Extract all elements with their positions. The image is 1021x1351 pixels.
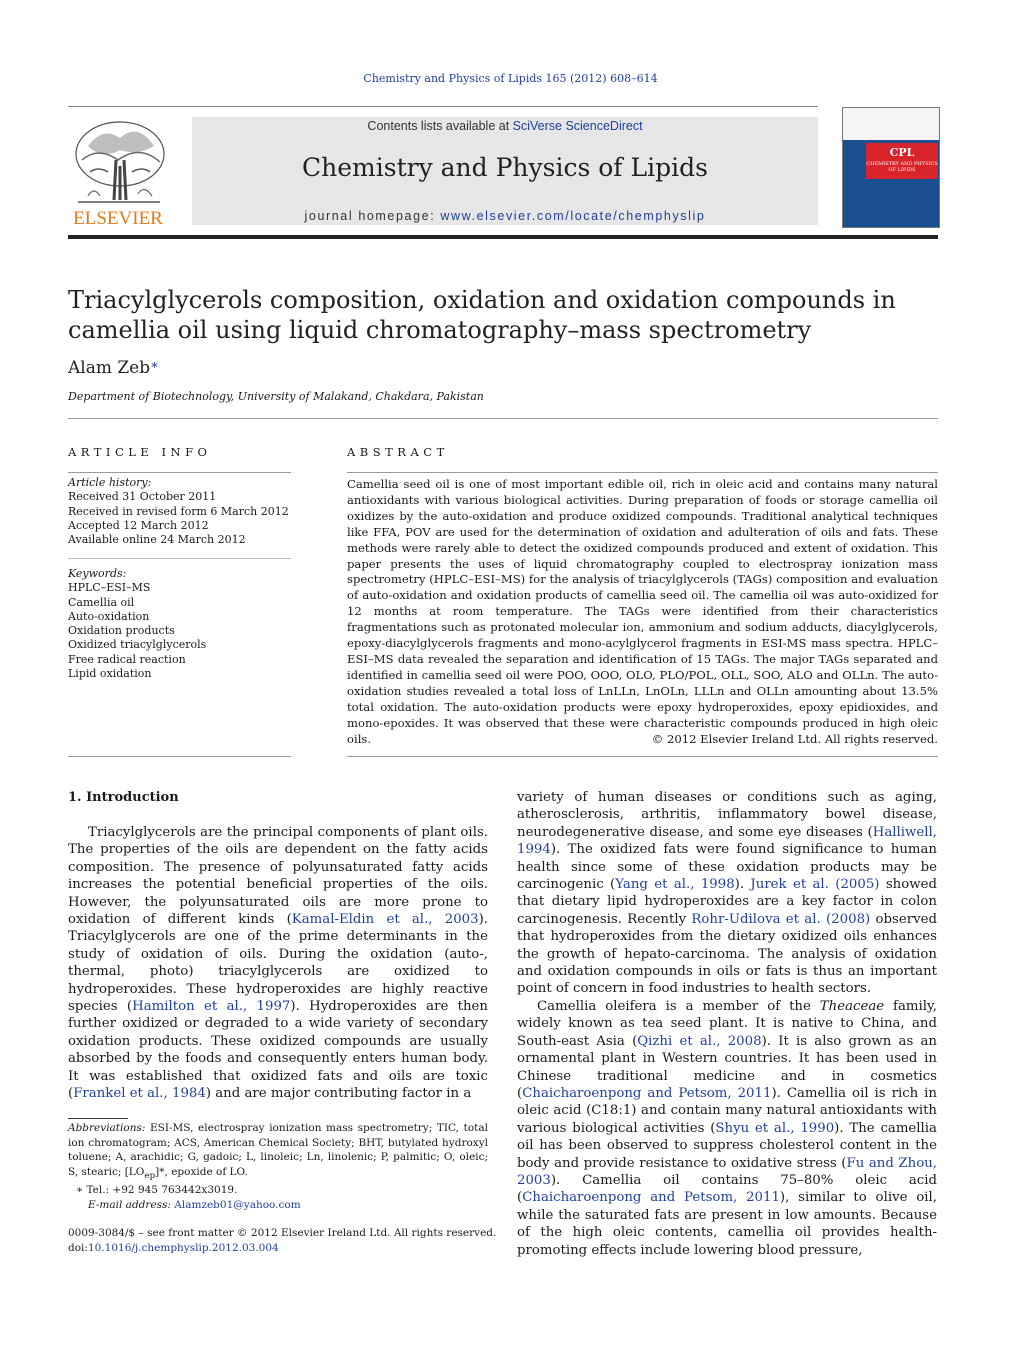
text-run: ). Camellia oil contains 75–80% oleic acid (	[517, 1172, 937, 1206]
history-label: Article history:	[68, 476, 152, 489]
cover-title-band	[866, 143, 938, 179]
issn-block	[68, 1226, 508, 1256]
article-history	[68, 476, 291, 547]
history-item: Received 31 October 2011	[68, 490, 217, 504]
affiliation-rule	[68, 418, 938, 419]
citation-link[interactable]: Qizhi et al., 2008	[637, 1033, 762, 1049]
homepage-prefix: journal homepage:	[304, 209, 441, 223]
introduction-heading: 1. Introduction	[68, 790, 179, 805]
abstract-rule	[347, 472, 938, 473]
abbreviations-end: ]*, epoxide of LO.	[155, 1165, 248, 1178]
article-title: Triacylglycerols composition, oxidation and oxidation compounds in camellia oil using liquid chromatography–mass spectrometry	[68, 286, 896, 344]
keyword-item: Camellia oil	[68, 595, 135, 609]
abbreviations-subscript: ep	[144, 1170, 156, 1181]
elsevier-wordmark: ELSEVIER	[73, 208, 163, 229]
intro-paragraph-1-cont	[517, 789, 937, 998]
email-link[interactable]: Alamzeb01@yahoo.com	[174, 1199, 301, 1212]
text-run: ). The camellia oil has been observed to suppress cholesterol content in the body and provide resistance to oxidative stress (	[517, 1120, 937, 1171]
abbreviations-label: Abbreviations:	[68, 1122, 146, 1134]
doi-line	[68, 1241, 508, 1256]
citation-link[interactable]: Chaicharoenpong and Petsom, 2011	[522, 1085, 772, 1101]
cover-header-strip	[843, 108, 939, 140]
tel-footnote: ∗ Tel.: +92 945 763442x3019.	[76, 1184, 238, 1197]
text-run: observed that hydroperoxides from the dietary oxidized oils enhances the growth of hepato-carcinoma. The analysis of oxidation and oxidation compounds in oils or fats is thus an important point of concern in food industries to health sectors.	[517, 911, 937, 997]
citation-link[interactable]: Halliwell, 1994	[517, 824, 937, 858]
citation-link[interactable]: Shyu et al., 1990	[715, 1120, 835, 1136]
article-info-bottom-rule	[68, 756, 291, 757]
text-run: ). Camellia oil is rich in oleic acid (C18:1) and contain many natural antioxidants with various biological activities (	[517, 1085, 937, 1136]
sciencedirect-link[interactable]: SciVerse ScienceDirect	[512, 119, 643, 133]
history-item: Received in revised form 6 March 2012	[68, 504, 289, 518]
history-item: Accepted 12 March 2012	[68, 518, 209, 532]
journal-masthead	[192, 117, 818, 225]
email-footnote	[68, 1198, 488, 1213]
keywords-label: Keywords:	[68, 567, 127, 580]
abstract-text: Camellia seed oil is one of most important edible oil, rich in oleic acid and contains many natural antioxidants with various biological activities. During preparation of foods or storage camellia oil oxidizes by the auto-oxidation and produce oxidized compounds. Traditional analytical techniques like FFA, POV are used for the determination of oxidation and adulteration of oils and fats. These methods were rarely able to detect the oxidized compounds produced and extent of oxidation. This paper presents the uses of liquid chromatography coupled to electrospray ionization mass spectrometry (HPLC–ESI–MS) for the analysis of triacylglycerols (TAGs) composition and evaluation of auto-oxidation and oxidation products of camellia seed oil. The camellia oil was auto-oxidized for 12 months at room temperature. The TAGs were identified from their characteristics fragmentations such as protonated molecular ion, ammonium and sodium adducts, diacylglycerols, epoxy-diacylglycerols fragments and mono-acylglycerol fragments in ESI-MS mass spectra. HPLC–ESI–MS data revealed the separation and identification of 15 TAGs. The major TAGs separated and identified in camellia seed oil were POO, OOO, OLO, PLO/POL, OLL, SOO, ALO and OLLn. The auto-oxidation studies revealed a total loss of LnLLn, LnOLn, LLLn and OLLn amounting about 13.5% total oxidation. The auto-oxidation products were epoxy hydroperoxides, epoxy epidioxides, and mono-epoxides. It was observed that these were characteristic compounds produced in high oleic oils.	[347, 477, 938, 746]
header-thick-rule	[68, 235, 938, 239]
text-run: ). Triacylglycerols are one of the prime determinants in the study of oxidation of oils. During the oxidation (auto-, thermal, photo) triacylglycerols are oxidized to hydroperoxides. These hydroperoxides are highly reactive species (	[68, 912, 489, 1015]
keyword-item: HPLC–ESI–MS	[68, 581, 151, 595]
author-name: Alam Zeb	[68, 358, 151, 378]
homepage-line	[192, 209, 818, 223]
text-run: ).	[734, 877, 751, 893]
intro-paragraph-1	[68, 824, 488, 1103]
abbreviations-footnote	[68, 1121, 488, 1183]
keyword-item: Auto-oxidation	[68, 609, 150, 623]
abstract-heading: ABSTRACT	[347, 445, 449, 459]
contents-line	[192, 119, 818, 133]
footnotes	[68, 1121, 488, 1213]
text-run: ). The oxidized fats were found significance to human health since some of these oxidation products may be carcinogenic (	[517, 842, 937, 893]
citation-link[interactable]: Yang et al., 1998	[615, 877, 735, 893]
author-footnote-mark[interactable]: ∗	[150, 358, 159, 373]
history-rule	[68, 558, 291, 559]
citation-link[interactable]: Kamal-Eldin et al., 2003	[291, 912, 479, 928]
footnote-rule	[68, 1118, 128, 1119]
issn-line: 0009-3084/$ – see front matter © 2012 Elsevier Ireland Ltd. All rights reserved.	[68, 1227, 497, 1239]
journal-cover-thumbnail[interactable]	[842, 107, 940, 228]
body-column-right	[517, 789, 937, 1259]
affiliation: Department of Biotechnology, University of Malakand, Chakdara, Pakistan	[68, 390, 484, 403]
abbreviations-text: ESI-MS, electrospray ionization mass spectrometry; TIC, total ion chromatogram; ACS, American Chemical Society; BHT, butylated hydroxyl toluene; A, arachidic; G, gadoic; L, linoleic; Ln, linolenic; P, palmitic; O, oleic; S, stearic; [LO	[68, 1122, 488, 1178]
abstract-copyright: © 2012 Elsevier Ireland Ltd. All rights reserved.	[651, 732, 938, 746]
text-run: ). Hydroperoxides are then further oxidized or degraded to a wide variety of secondary oxidation products. These oxidized compounds are usually absorbed by the foods and consequently enters human body. It was established that oxidized fats and oils are toxic (	[68, 999, 488, 1102]
text-run: ). It is also grown as an ornamental plant in Western countries. It has been used in Chinese traditional medicine and in cosmetics (	[517, 1033, 937, 1101]
citation-link[interactable]: Hamilton et al., 1997	[132, 999, 291, 1015]
history-item: Available online 24 March 2012	[68, 533, 246, 547]
text-run: Theaceae	[819, 998, 885, 1014]
citation-link[interactable]: Chaicharoenpong and Petsom, 2011	[522, 1190, 780, 1206]
doi-link[interactable]: 10.1016/j.chemphyslip.2012.03.004	[87, 1242, 279, 1254]
intro-paragraph-2	[517, 998, 937, 1259]
citation-link[interactable]: Frankel et al., 1984	[73, 1086, 206, 1102]
contents-prefix: Contents lists available at	[367, 119, 513, 133]
text-run: Camellia oleifera is a member of the	[537, 998, 820, 1014]
top-rule	[68, 106, 818, 107]
cover-subtitle: CHEMISTRY AND PHYSICS OF LIPIDS	[866, 161, 938, 173]
citation-link[interactable]: Fu and Zhou, 2003	[517, 1155, 937, 1188]
text-run: ) and are major contributing factor in a	[205, 1086, 472, 1102]
text-run: showed that dietary lipid hydroperoxides are a key factor in colon carcinogenesis. Recently	[517, 877, 937, 927]
citation-link[interactable]: Jurek et al. (2005)	[750, 877, 880, 893]
article-info-rule	[68, 472, 291, 473]
text-run: Triacylglycerols are the principal components of plant oils. The properties of the oils are dependent on the fatty acids composition. The presence of polyunsaturated fatty acids increases the potential beneficial properties of the oils. However, the polyunsaturated oils are more prone to oxidation of different kinds (	[68, 825, 488, 928]
keyword-item: Oxidized triacylglycerols	[68, 638, 207, 652]
article-info-heading: ARTICLE INFO	[68, 445, 212, 459]
journal-title: Chemistry and Physics of Lipids	[302, 153, 708, 182]
text-run: variety of human diseases or conditions such as aging, atherosclerosis, arthritis, inflammatory bowel disease, neurodegenerative disease, and some eye diseases (	[517, 790, 937, 840]
cover-abbrev: CPL	[889, 146, 915, 159]
text-run: family, widely known as tea seed plant. It is native to China, and South-east Asia (	[517, 998, 937, 1049]
keyword-item: Free radical reaction	[68, 652, 186, 666]
doi-prefix: doi:	[68, 1242, 88, 1254]
citation-link[interactable]: Rohr-Udilova et al. (2008)	[691, 911, 871, 927]
abstract-bottom-rule	[347, 756, 938, 757]
keyword-item: Oxidation products	[68, 624, 175, 638]
keywords	[68, 567, 291, 681]
keyword-item: Lipid oxidation	[68, 667, 152, 681]
author-line	[68, 358, 159, 378]
journal-reference[interactable]: Chemistry and Physics of Lipids 165 (2012) 608–614	[363, 72, 658, 85]
email-label: E-mail address:	[88, 1199, 171, 1212]
text-run: ), similar to olive oil, while the saturated fats are present in low amounts. Because of the high oleic contents, camellia oil provides health-promoting effects include lowering blood pressure,	[517, 1190, 937, 1258]
body-column-left	[68, 824, 488, 1103]
homepage-link[interactable]: www.elsevier.com/locate/chemphyslip	[440, 209, 706, 223]
